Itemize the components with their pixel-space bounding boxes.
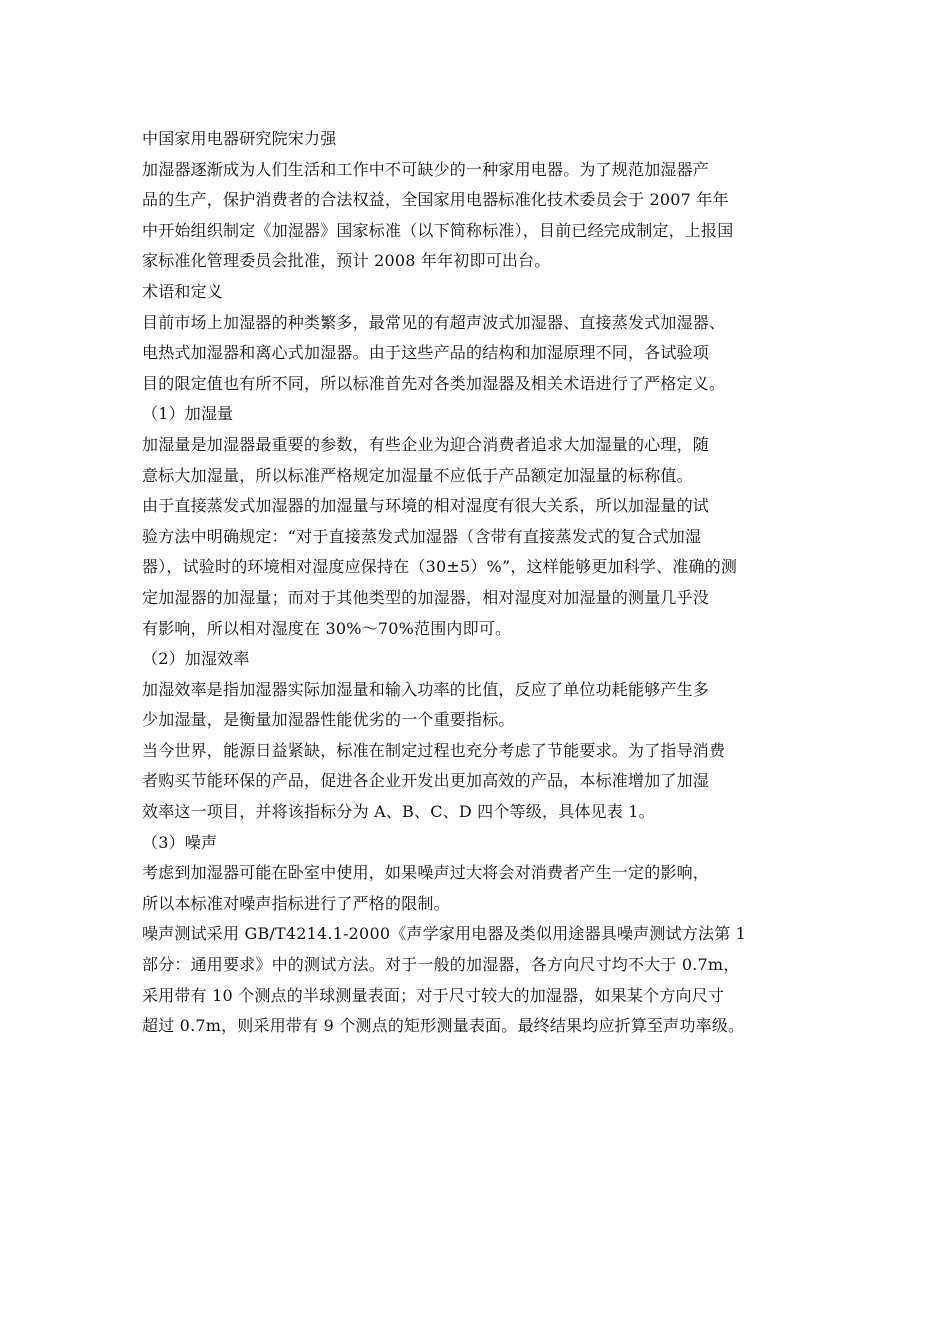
capacity-paragraph-line: 验方法中明确规定：“对于直接蒸发式加湿器（含带有直接蒸发式的复合式加湿 <box>142 526 702 546</box>
capacity-paragraph-line: 意标大加湿量，所以标准严格规定加湿量不应低于产品额定加湿量的标称值。 <box>142 465 693 485</box>
document-body <box>142 124 822 1042</box>
intro-paragraph-line: 加湿器逐渐成为人们生活和工作中不可缺少的一种家用电器。为了规范加湿器产 <box>142 159 710 179</box>
subheading-humidifying-capacity: （1）加湿量 <box>142 404 234 424</box>
author-line: 中国家用电器研究院宋力强 <box>142 129 337 148</box>
subheading-humidifying-efficiency: （2）加湿效率 <box>142 649 250 669</box>
intro-paragraph-line: 家标准化管理委员会批准，预计 2008 年年初即可出台。 <box>142 251 551 271</box>
noise-paragraph-line: 考虑到加湿器可能在卧室中使用，如果噪声过大将会对消费者产生一定的影响， <box>142 863 710 883</box>
intro-paragraph-line: 品的生产，保护消费者的合法权益，全国家用电器标准化技术委员会于 2007 年年 <box>142 190 729 210</box>
terms-paragraph-line: 电热式加湿器和离心式加湿器。由于这些产品的结构和加湿原理不同，各试验项 <box>142 343 710 363</box>
efficiency-paragraph-line: 加湿效率是指加湿器实际加湿量和输入功率的比值，反应了单位功耗能够产生多 <box>142 679 710 699</box>
section-heading-terms: 术语和定义 <box>142 281 224 301</box>
subheading-noise: （3）噪声 <box>142 832 218 852</box>
terms-paragraph-line: 目前市场上加湿器的种类繁多，最常见的有超声波式加湿器、直接蒸发式加湿器、 <box>142 312 726 332</box>
noise-paragraph-line: 所以本标准对噪声指标进行了严格的限制。 <box>142 893 450 913</box>
noise-paragraph-line: 噪声测试采用 GB/T4214.1-2000《声学家用电器及类似用途器具噪声测试方法第 1 <box>142 924 747 944</box>
efficiency-paragraph-line: 效率这一项目，并将该指标分为 A、B、C、D 四个等级，具体见表 1。 <box>142 802 655 822</box>
intro-paragraph-line: 中开始组织制定《加湿器》国家标准（以下简称标准），目前已经完成制定，上报国 <box>142 220 734 240</box>
capacity-paragraph-line: 定加湿器的加湿量；而对于其他类型的加湿器，相对湿度对加湿量的测量几乎没 <box>142 587 710 607</box>
efficiency-paragraph-line: 当今世界，能源日益紧缺，标准在制定过程也充分考虑了节能要求。为了指导消费 <box>142 740 726 760</box>
capacity-paragraph-line: 器），试验时的环境相对湿度应保持在（30±5）%”，这样能够更加科学、准确的测 <box>142 557 738 577</box>
efficiency-paragraph-line: 者购买节能环保的产品，促进各企业开发出更加高效的产品，本标准增加了加湿 <box>142 771 710 791</box>
efficiency-paragraph-line: 少加湿量，是衡量加湿器性能优劣的一个重要指标。 <box>142 710 515 730</box>
terms-paragraph-line: 目的限定值也有所不同，所以标准首先对各类加湿器及相关术语进行了严格定义。 <box>142 373 726 393</box>
noise-paragraph-line: 超过 0.7m，则采用带有 9 个测点的矩形测量表面。最终结果均应折算至声功率级。 <box>142 1016 745 1036</box>
capacity-paragraph-line: 由于直接蒸发式加湿器的加湿量与环境的相对湿度有很大关系，所以加湿量的试 <box>142 496 710 516</box>
capacity-paragraph-line: 加湿量是加湿器最重要的参数，有些企业为迎合消费者追求大加湿量的心理，随 <box>142 434 710 454</box>
capacity-paragraph-line: 有影响，所以相对湿度在 30%～70%范围内即可。 <box>142 618 512 638</box>
noise-paragraph-line: 采用带有 10 个测点的半球测量表面；对于尺寸较大的加湿器，如果某个方向尺寸 <box>142 985 725 1005</box>
noise-paragraph-line: 部分：通用要求》中的测试方法。对于一般的加湿器，各方向尺寸均不大于 0.7m， <box>142 955 740 975</box>
